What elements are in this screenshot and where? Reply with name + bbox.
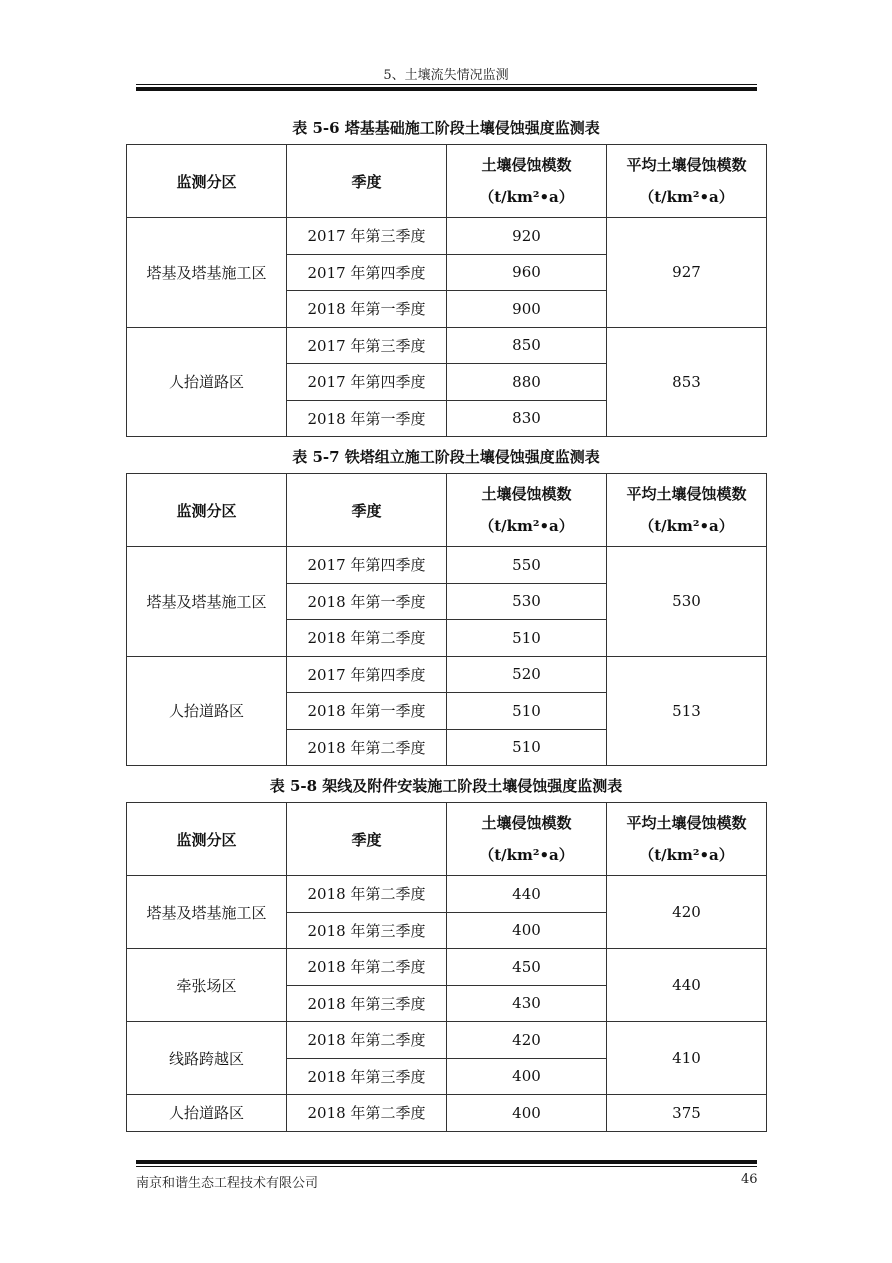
- modulus-column-header: [447, 474, 607, 547]
- average-header-label: 平均土壤侵蚀模数: [626, 156, 747, 174]
- footer-rule-thin: [136, 1166, 757, 1167]
- modulus-column-header: [447, 803, 607, 876]
- table-row: [127, 547, 767, 584]
- average-column-header: [607, 803, 767, 876]
- table-caption-5-6: 表 5-6 塔基基础施工阶段土壤侵蚀强度监测表: [292, 119, 600, 137]
- season-cell: 2017 年第三季度: [287, 327, 447, 364]
- table-header-row: [127, 803, 767, 876]
- modulus-cell: 400: [447, 1058, 607, 1095]
- season-column-header: 季度: [287, 474, 447, 547]
- average-cell: 513: [607, 656, 767, 766]
- modulus-cell: 830: [447, 400, 607, 437]
- page-header: 5、土壤流失情况监测: [383, 68, 509, 83]
- season-cell: 2018 年第二季度: [287, 729, 447, 766]
- modulus-header-unit: （t/km²•a）: [479, 188, 574, 206]
- season-cell: 2018 年第一季度: [287, 583, 447, 620]
- average-cell: 410: [607, 1022, 767, 1095]
- average-cell: 853: [607, 327, 767, 437]
- modulus-cell: 900: [447, 291, 607, 328]
- season-cell: 2018 年第三季度: [287, 912, 447, 949]
- modulus-header-label: 土壤侵蚀模数: [481, 814, 572, 832]
- average-header-unit: （t/km²•a）: [639, 517, 734, 535]
- footer-company: 南京和谐生态工程技术有限公司: [136, 1176, 319, 1191]
- zone-cell: 塔基及塔基施工区: [127, 547, 287, 657]
- header-rule-thin: [136, 84, 757, 85]
- modulus-cell: 400: [447, 912, 607, 949]
- page-number: 46: [741, 1172, 758, 1187]
- table-row: [127, 876, 767, 913]
- zone-cell: 塔基及塔基施工区: [127, 218, 287, 328]
- modulus-cell: 880: [447, 364, 607, 401]
- erosion-table-5-8: [126, 802, 767, 1132]
- average-cell: 375: [607, 1095, 767, 1132]
- modulus-cell: 510: [447, 620, 607, 657]
- modulus-header-label: 土壤侵蚀模数: [481, 485, 572, 503]
- season-cell: 2018 年第二季度: [287, 620, 447, 657]
- zone-cell: 线路跨越区: [127, 1022, 287, 1095]
- modulus-cell: 510: [447, 693, 607, 730]
- average-header-label: 平均土壤侵蚀模数: [626, 814, 747, 832]
- zone-column-header: 监测分区: [127, 474, 287, 547]
- modulus-header-unit: （t/km²•a）: [479, 846, 574, 864]
- zone-cell: 人抬道路区: [127, 327, 287, 437]
- modulus-cell: 510: [447, 729, 607, 766]
- header-rule-thick: [136, 87, 757, 91]
- season-cell: 2017 年第四季度: [287, 547, 447, 584]
- table-row: [127, 327, 767, 364]
- erosion-table-5-7: [126, 473, 767, 766]
- footer-rule-thick: [136, 1160, 757, 1164]
- table-row: [127, 218, 767, 255]
- season-cell: 2017 年第四季度: [287, 254, 447, 291]
- modulus-cell: 520: [447, 656, 607, 693]
- zone-cell: 牵张场区: [127, 949, 287, 1022]
- modulus-cell: 920: [447, 218, 607, 255]
- zone-column-header: 监测分区: [127, 803, 287, 876]
- table-caption-5-7: 表 5-7 铁塔组立施工阶段土壤侵蚀强度监测表: [292, 448, 600, 466]
- average-header-unit: （t/km²•a）: [639, 188, 734, 206]
- average-cell: 927: [607, 218, 767, 328]
- zone-cell: 人抬道路区: [127, 656, 287, 766]
- table-header-row: [127, 145, 767, 218]
- modulus-cell: 550: [447, 547, 607, 584]
- season-cell: 2018 年第三季度: [287, 985, 447, 1022]
- table-row: [127, 656, 767, 693]
- average-header-unit: （t/km²•a）: [639, 846, 734, 864]
- modulus-cell: 400: [447, 1095, 607, 1132]
- season-cell: 2017 年第四季度: [287, 656, 447, 693]
- zone-cell: 塔基及塔基施工区: [127, 876, 287, 949]
- season-cell: 2017 年第四季度: [287, 364, 447, 401]
- average-cell: 530: [607, 547, 767, 657]
- season-cell: 2018 年第三季度: [287, 1058, 447, 1095]
- average-cell: 440: [607, 949, 767, 1022]
- modulus-header-unit: （t/km²•a）: [479, 517, 574, 535]
- season-cell: 2018 年第一季度: [287, 291, 447, 328]
- modulus-header-label: 土壤侵蚀模数: [481, 156, 572, 174]
- season-cell: 2018 年第二季度: [287, 1095, 447, 1132]
- average-cell: 420: [607, 876, 767, 949]
- modulus-cell: 440: [447, 876, 607, 913]
- average-header-label: 平均土壤侵蚀模数: [626, 485, 747, 503]
- season-cell: 2018 年第一季度: [287, 693, 447, 730]
- zone-cell: 人抬道路区: [127, 1095, 287, 1132]
- table-caption-5-8: 表 5-8 架线及附件安装施工阶段土壤侵蚀强度监测表: [269, 777, 623, 795]
- erosion-table-5-6: [126, 144, 767, 437]
- table-row: [127, 1022, 767, 1059]
- table-header-row: [127, 474, 767, 547]
- table-row: [127, 1095, 767, 1132]
- season-cell: 2017 年第三季度: [287, 218, 447, 255]
- season-cell: 2018 年第二季度: [287, 949, 447, 986]
- season-cell: 2018 年第一季度: [287, 400, 447, 437]
- zone-column-header: 监测分区: [127, 145, 287, 218]
- modulus-cell: 850: [447, 327, 607, 364]
- season-column-header: 季度: [287, 145, 447, 218]
- average-column-header: [607, 474, 767, 547]
- season-column-header: 季度: [287, 803, 447, 876]
- average-column-header: [607, 145, 767, 218]
- modulus-column-header: [447, 145, 607, 218]
- modulus-cell: 430: [447, 985, 607, 1022]
- season-cell: 2018 年第二季度: [287, 876, 447, 913]
- modulus-cell: 420: [447, 1022, 607, 1059]
- modulus-cell: 530: [447, 583, 607, 620]
- modulus-cell: 450: [447, 949, 607, 986]
- modulus-cell: 960: [447, 254, 607, 291]
- table-row: [127, 949, 767, 986]
- season-cell: 2018 年第二季度: [287, 1022, 447, 1059]
